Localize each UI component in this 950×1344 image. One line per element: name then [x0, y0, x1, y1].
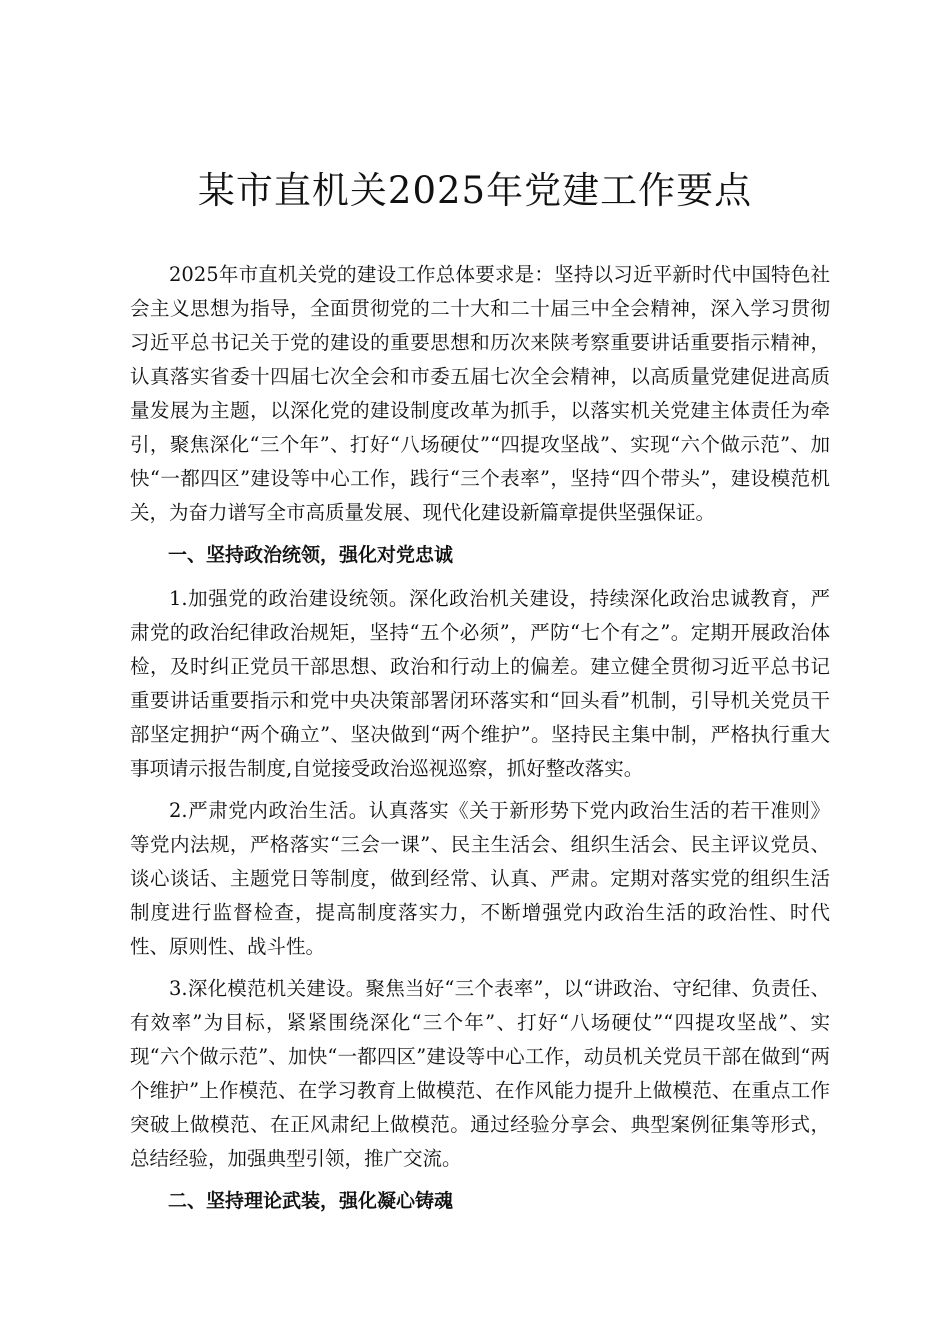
item-paragraph-1: 1.加强党的政治建设统领。深化政治机关建设，持续深化政治忠诚教育，严肃党的政治纪律政治规矩，坚持“五个必须”，严防“七个有之”。定期开展政治体检，及时纠正党员干部思想、政治和行动上的偏差。建立健全贯彻习近平总书记重要讲话重要指示和党中央决策部署闭环落实和“回头看”机制，引导机关党员干部坚定拥护“两个确立”、坚决做到“两个维护”。坚持民主集中制，严格执行重大事项请示报告制度,自觉接受政治巡视巡察，抓好整改落实。	[130, 587, 830, 780]
item-paragraph-2: 2.严肃党内政治生活。认真落实《关于新形势下党内政治生活的若干准则》等党内法规，严格落实“三会一课”、民主生活会、组织生活会、民主评议党员、谈心谈话、主题党日等制度，做到经常、认真、严肃。定期对落实党的组织生活制度进行监督检查，提高制度落实力，不断增强党内政治生活的政治性、时代性、原则性、战斗性。	[130, 799, 830, 958]
intro-paragraph: 2025年市直机关党的建设工作总体要求是：坚持以习近平新时代中国特色社会主义思想为指导，全面贯彻党的二十大和二十届三中全会精神，深入学习贯彻习近平总书记关于党的建设的重要思想和历次来陕考察重要讲话重要指示精神，认真落实省委十四届七次全会和市委五届七次全会精神，以高质量党建促进高质量发展为主题，以深化党的建设制度改革为抓手，以落实机关党建主体责任为牵引，聚焦深化“三个年”、打好“八场硬仗”“四提攻坚战”、实现“六个做示范”、加快“一都四区”建设等中心工作，践行“三个表率”，坚持“四个带头”，建设模范机关，为奋力谱写全市高质量发展、现代化建设新篇章提供坚强保证。	[130, 263, 830, 524]
item-paragraph-3: 3.深化模范机关建设。聚焦当好“三个表率”，以“讲政治、守纪律、负责任、有效率”为目标，紧紧围绕深化“三个年”、打好“八场硬仗”“四提攻坚战”、实现“六个做示范”、加快“一都四区”建设等中心工作，动员机关党员干部在做到“两个维护”上作模范、在学习教育上做模范、在作风能力提升上做模范、在重点工作突破上做模范、在正风肃纪上做模范。通过经验分享会、典型案例征集等形式，总结经验，加强典型引领，推广交流。	[130, 977, 830, 1170]
document-body	[130, 258, 830, 1228]
section-heading-2: 二、坚持理论武装，强化凝心铸魂	[168, 1190, 454, 1212]
section-heading-1: 一、坚持政治统领，强化对党忠诚	[168, 544, 454, 566]
document-title: 某市直机关2025年党建工作要点	[197, 169, 753, 212]
